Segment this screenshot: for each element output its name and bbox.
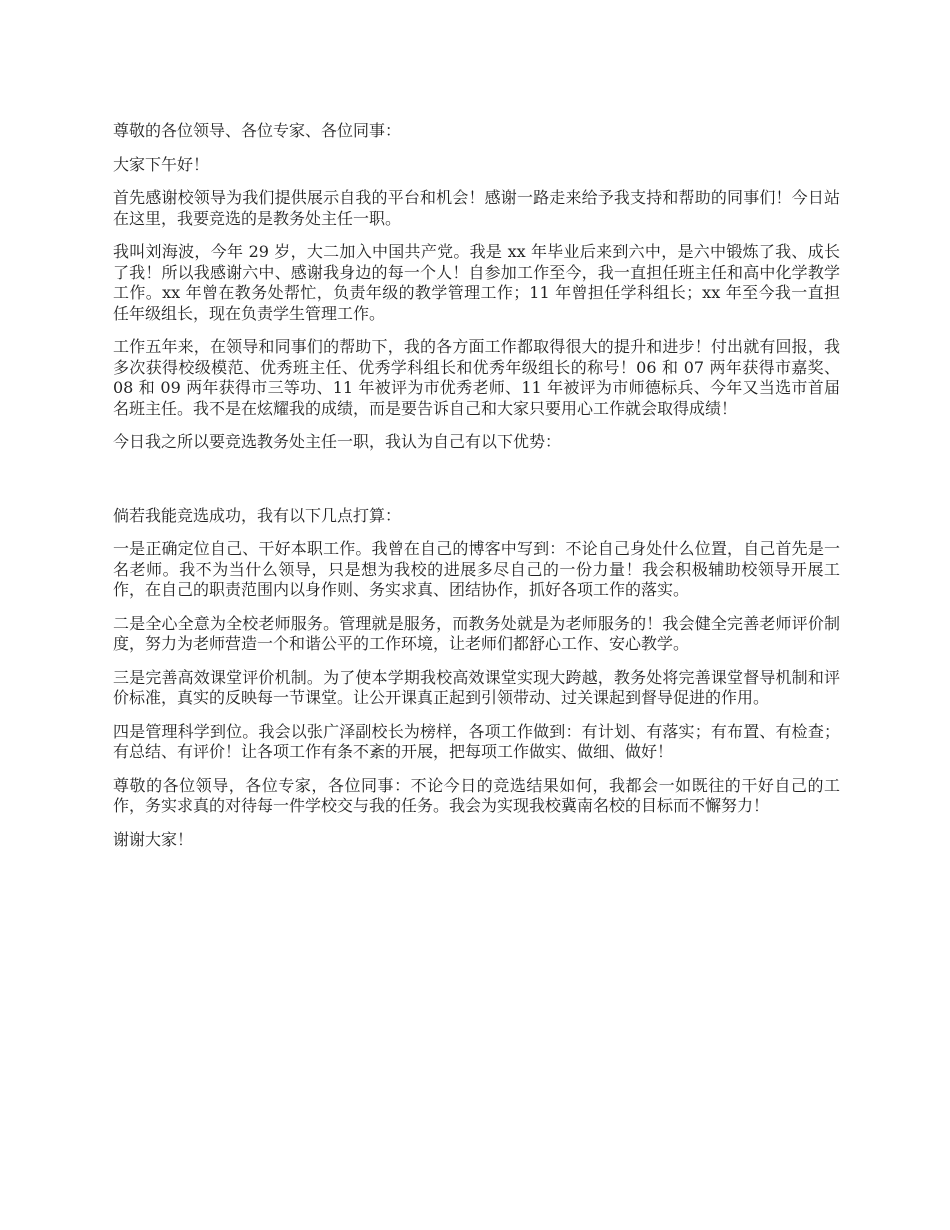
- salutation: 尊敬的各位领导、各位专家、各位同事：: [113, 121, 402, 140]
- paragraph-introduction: 我叫刘海波，今年 29 岁，大二加入中国共产党。我是 xx 年毕业后来到六中，是六中锻炼了我、成长了我！所以我感谢六中、感谢我身边的每一个人！自参加工作至今，我一直担任班主任和高中化学教学工作。xx 年曾在教务处帮忙，负责年级的教学管理工作；11 年曾担任学科组长；xx 年至今我一直担任年级组长，现在负责学生管理工作。: [113, 242, 840, 323]
- paragraph-plans-intro: 倘若我能竞选成功，我有以下几点打算：: [113, 505, 402, 525]
- plan-item-1: 一是正确定位自己、干好本职工作。我曾在自己的博客中写到：不论自己身处什么位置，自己首先是一名老师。我不为当什么领导，只是想为我校的进展多尽自己的一份力量！我会积极辅助校领导开展工作，在自己的职责范围内以身作则、务实求真、团结协作，抓好各项工作的落实。: [113, 539, 840, 599]
- plan-item-2: 二是全心全意为全校老师服务。管理就是服务，而教务处就是为老师服务的！我会健全完善老师评价制度，努力为老师营造一个和谐公平的工作环境，让老师们都舒心工作、安心教学。: [113, 613, 840, 653]
- paragraph-advantages: 今日我之所以要竞选教务处主任一职，我认为自己有以下优势：: [113, 432, 562, 451]
- document-body: [113, 121, 840, 863]
- paragraph-closing: 尊敬的各位领导，各位专家，各位同事：不论今日的竞选结果如何，我都会一如既往的干好自己的工作，务实求真的对待每一件学校交与我的任务。我会为实现我校冀南名校的目标而不懈努力！: [113, 775, 840, 815]
- paragraph-achievements: 工作五年来，在领导和同事们的帮助下，我的各方面工作都取得很大的提升和进步！付出就有回报，我多次获得校级模范、优秀班主任、优秀学科组长和优秀年级组长的称号！06 和 07 两年获得市嘉奖、08 和 09 两年获得市三等功、11 年被评为市优秀老师、11 年被评为市师德标兵、今年又当选市首届名班主任。我不是在炫耀我的成绩，而是要告诉自己和大家只要用心工作就会取得成绩！: [113, 337, 840, 418]
- paragraph-thanks: 首先感谢校领导为我们提供展示自我的平台和机会！感谢一路走来给予我支持和帮助的同事们！今日站在这里，我要竞选的是教务处主任一职。: [113, 188, 840, 228]
- plan-item-3: 三是完善高效课堂评价机制。为了使本学期我校高效课堂实现大跨越，教务处将完善课堂督导机制和评价标准，真实的反映每一节课堂。让公开课真正起到引领带动、过关课起到督导促进的作用。: [113, 667, 840, 707]
- greeting: 大家下午好！: [113, 154, 210, 174]
- plan-item-4: 四是管理科学到位。我会以张广泽副校长为榜样，各项工作做到：有计划、有落实；有布置、有检查；有总结、有评价！让各项工作有条不紊的开展，把每项工作做实、做细、做好！: [113, 721, 840, 761]
- thanks-line: 谢谢大家！: [113, 829, 194, 849]
